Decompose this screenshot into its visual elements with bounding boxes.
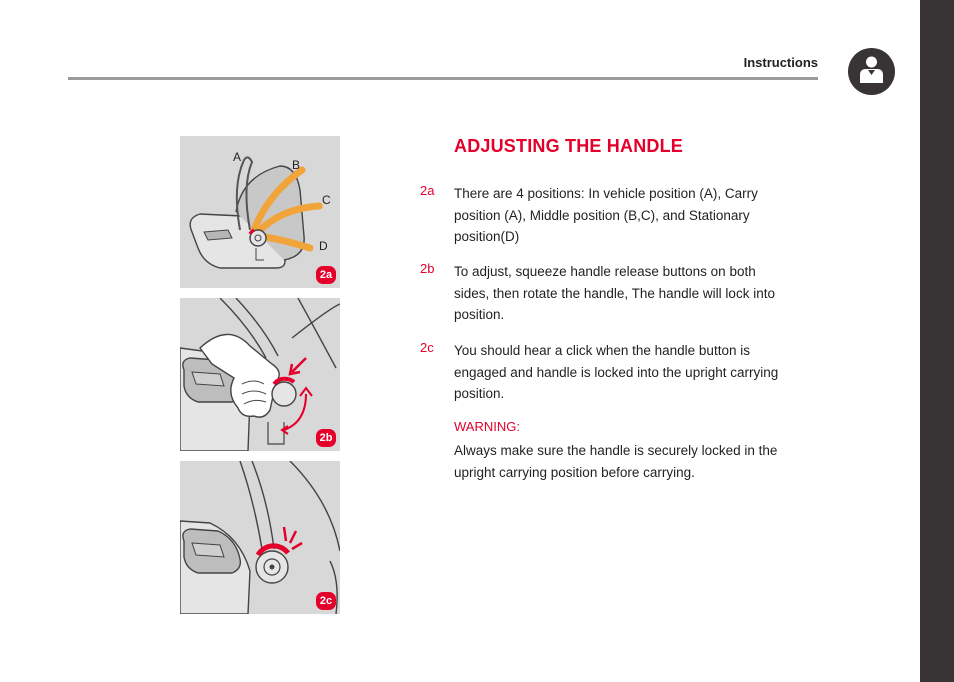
section-title: ADJUSTING THE HANDLE [454,136,684,156]
figure-tag: 2a [316,266,336,284]
car-seat-positions-illustration [180,136,340,288]
figure-2c [180,461,340,614]
header-label: Instructions [743,55,818,70]
position-label-d: D [319,239,328,253]
figure-tag: 2b [316,429,336,447]
position-label-a: A [233,150,242,164]
figure-2a [180,136,340,288]
header-rule [68,77,818,80]
side-bar [920,0,954,682]
warning-label: WARNING: [454,419,520,434]
step-text: To adjust, squeeze handle release buttons on both sides, then rotate the handle, The handle will lock into position. [454,264,775,322]
step-number: 2b [420,261,435,276]
figure-tag: 2c [316,592,336,610]
user-badge [848,48,895,95]
step-text: You should hear a click when the handle button is engaged and handle is locked into the upright carrying position. [454,343,779,401]
user-icon [848,48,895,95]
warning-text: Always make sure the handle is securely locked in the upright carrying position before carrying. [454,443,778,480]
squeeze-button-illustration [180,298,340,451]
step-number: 2c [420,340,434,355]
handle-lock-click-illustration [180,461,340,614]
step-number: 2a [420,183,435,198]
figure-2b [180,298,340,451]
position-label-c: C [322,193,331,207]
step-text: There are 4 positions: In vehicle position (A), Carry position (A), Middle position (B,C), and Stationary position(D) [454,186,758,244]
position-label-b: B [292,158,301,172]
